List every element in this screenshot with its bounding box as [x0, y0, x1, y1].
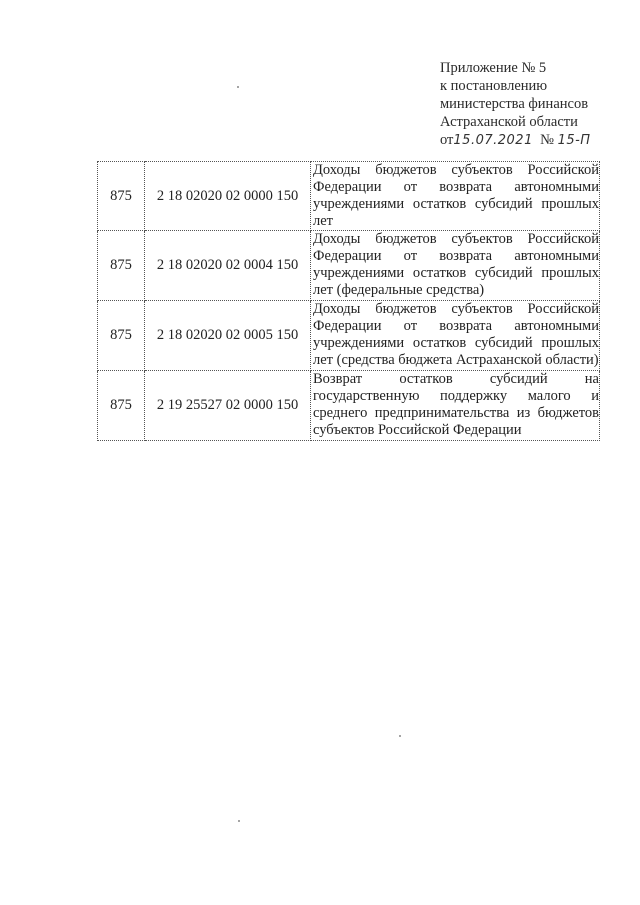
- kbk-code-cell: 2 18 02020 02 0005 150: [145, 301, 311, 371]
- scan-speck: [238, 820, 240, 822]
- description-cell: Доходы бюджетов субъектов Российской Федерации от возврата автономными учреждениями остатков субсидий прошлых лет: [311, 162, 600, 231]
- description-cell: Возврат остатков субсидий на государственную поддержку малого и среднего предпринимательства из бюджетов субъектов Российской Федерации: [311, 371, 600, 441]
- table-row: [98, 162, 600, 231]
- admin-code-cell: 875: [98, 231, 145, 301]
- kbk-code-cell: 2 19 25527 02 0000 150: [145, 371, 311, 441]
- appendix-subtitle-2: министерства финансов: [440, 96, 589, 112]
- scan-speck: [399, 735, 401, 737]
- appendix-subtitle-3: Астраханской области: [440, 114, 578, 130]
- admin-code-cell: 875: [98, 301, 145, 371]
- date-prefix: от: [440, 132, 454, 148]
- handwritten-date: 15.07.2021: [453, 133, 533, 148]
- appendix-date-line: [440, 131, 630, 150]
- handwritten-number: 15-П: [557, 133, 591, 148]
- table-row: [98, 231, 600, 301]
- admin-code-cell: 875: [98, 162, 145, 231]
- kbk-code-cell: 2 18 02020 02 0000 150: [145, 162, 311, 231]
- kbk-code-cell: 2 18 02020 02 0004 150: [145, 231, 311, 301]
- budget-codes-table: [97, 161, 600, 441]
- table-row: [98, 301, 600, 371]
- admin-code-cell: 875: [98, 371, 145, 441]
- appendix-title: Приложение № 5: [440, 60, 547, 76]
- description-cell: Доходы бюджетов субъектов Российской Федерации от возврата автономными учреждениями остатков субсидий прошлых лет (средства бюджета Астраханской области): [311, 301, 600, 371]
- appendix-subtitle-1: к постановлению: [440, 78, 548, 94]
- scan-speck: [237, 86, 239, 88]
- number-prefix: №: [540, 132, 554, 148]
- appendix-header: [440, 59, 630, 150]
- table-row: [98, 371, 600, 441]
- description-cell: Доходы бюджетов субъектов Российской Федерации от возврата автономными учреждениями остатков субсидий прошлых лет (федеральные средства): [311, 231, 600, 301]
